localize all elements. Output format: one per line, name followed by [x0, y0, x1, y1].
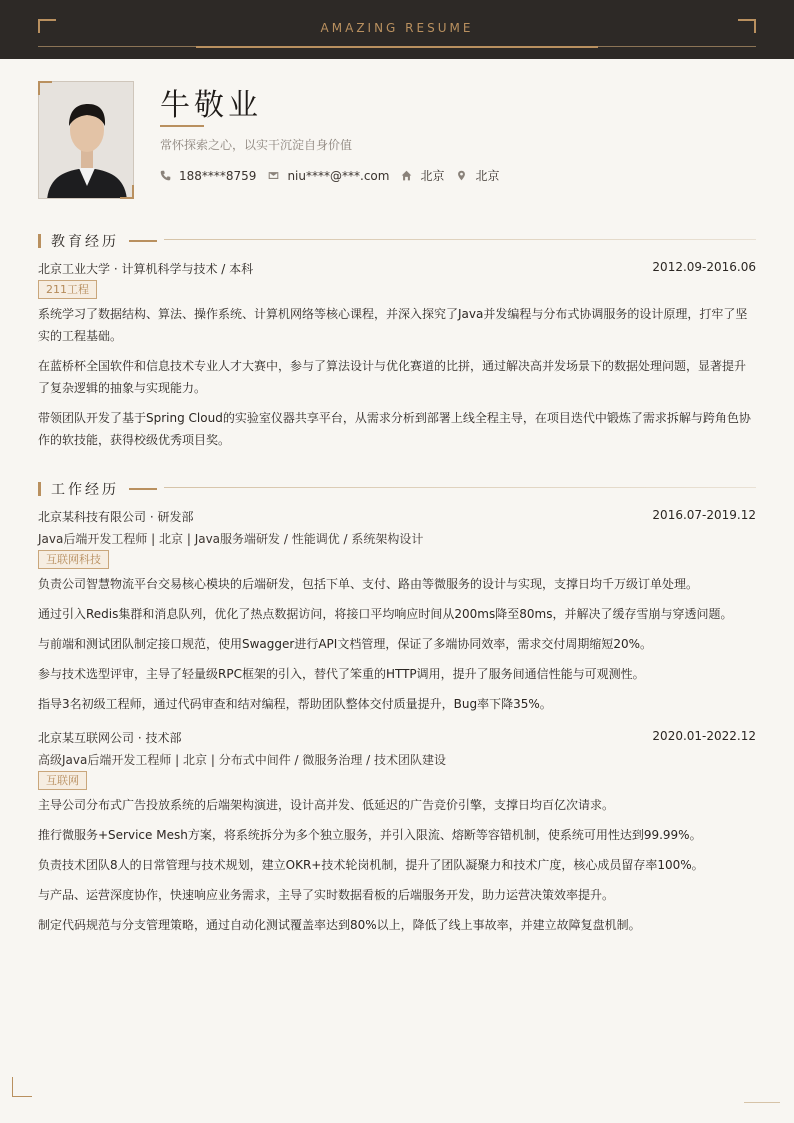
footer-line: [744, 1102, 780, 1103]
photo-corner-bottom-right: [120, 185, 134, 199]
hometown-text: 北京: [420, 169, 445, 183]
mail-icon: [268, 170, 279, 181]
phone-icon: [160, 170, 171, 181]
education-paragraph: 系统学习了数据结构、算法、操作系统、计算机网络等核心课程，并深入探究了Java并发编程与分布式协调服务的设计原理，打牢了坚实的工程基础。: [38, 307, 748, 343]
contact-list: [160, 167, 511, 184]
job-item: 参与技术选型评审，主导了轻量级RPC框架的引入，替代了笨重的HTTP调用，提升了服务间通信性能与可观测性。: [38, 667, 645, 681]
header-title: AMAZING RESUME: [320, 21, 474, 35]
job-item: 负责技术团队8人的日常管理与技术规划，建立OKR+技术轮岗机制，提升了团队凝聚力和技术广度，核心成员留存率100%。: [38, 858, 704, 872]
section-education-title: [38, 231, 157, 251]
job-item: 与前端和测试团队制定接口规范，使用Swagger进行API文档管理，保证了多端协同效率，需求交付周期缩短20%。: [38, 637, 652, 651]
section-label: 教育经历: [51, 234, 119, 250]
job-header: [38, 729, 756, 746]
photo-corner-top-left: [38, 81, 52, 95]
section-label: 工作经历: [51, 482, 119, 498]
email-text: niu****@***.com: [287, 168, 390, 183]
section-marker: [38, 482, 41, 496]
job-header: [38, 508, 756, 525]
location-pin-icon: [456, 170, 467, 181]
section-marker: [38, 234, 41, 248]
candidate-name: 牛敬业: [160, 88, 262, 123]
job-item: 通过引入Redis集群和消息队列，优化了热点数据访问，将接口平均响应时间从200ms降至80ms，并解决了缓存雪崩与穿透问题。: [38, 607, 733, 621]
section-rule: [164, 239, 756, 240]
section-work-title: [38, 479, 157, 499]
job-role: 高级Java后端开发工程师 | 北京 | 分布式中间件 / 微服务治理 / 技术团队建设: [38, 753, 447, 767]
section-dash: [129, 488, 157, 490]
section-dash: [129, 240, 157, 242]
company-name: 北京某互联网公司 · 技术部: [38, 731, 182, 745]
job-date: 2016.07-2019.12: [652, 508, 756, 522]
phone-text: 188****8759: [179, 168, 257, 183]
education-tag: 211工程: [38, 280, 97, 299]
job-item: 制定代码规范与分支管理策略，通过自动化测试覆盖率达到80%以上，降低了线上事故率，并建立故障复盘机制。: [38, 918, 641, 932]
job-item: 指导3名初级工程师，通过代码审查和结对编程，帮助团队整体交付质量提升，Bug率下降35%。: [38, 697, 552, 711]
education-date: 2012.09-2016.06: [652, 260, 756, 274]
section-rule: [164, 487, 756, 488]
motto: 常怀探索之心，以实干沉淀自身价值: [160, 138, 353, 152]
job-tag: 互联网科技: [38, 550, 109, 569]
job-item: 与产品、运营深度协作，快速响应业务需求，主导了实时数据看板的后端服务开发，助力运营决策效率提升。: [38, 888, 615, 902]
contact-phone: [160, 169, 256, 183]
job-item: 主导公司分布式广告投放系统的后端架构演进，设计高并发、低延迟的广告竞价引擎，支撑日均百亿次请求。: [38, 798, 615, 812]
home-icon: [401, 170, 412, 181]
header-divider-accent: [196, 46, 598, 48]
education-paragraph: 在蓝桥杯全国软件和信息技术专业人才大赛中，参与了算法设计与优化赛道的比拼，通过解决高并发场景下的数据处理问题，显著提升了复杂逻辑的抽象与实现能力。: [38, 359, 747, 395]
name-underline: [160, 125, 204, 127]
job-role: Java后端开发工程师 | 北京 | Java服务端研发 / 性能调优 / 系统架构设计: [38, 532, 424, 546]
profile-photo: [38, 81, 134, 199]
job-item: 负责公司智慧物流平台交易核心模块的后端研发，包括下单、支付、路由等微服务的设计与实现，支撑日均千万级订单处理。: [38, 577, 699, 591]
company-name: 北京某科技有限公司 · 研发部: [38, 510, 194, 524]
job-tag: 互联网: [38, 771, 87, 790]
contact-hometown: [401, 167, 444, 184]
job-item: 推行微服务+Service Mesh方案，将系统拆分为多个独立服务，并引入限流、熔断等容错机制，使系统可用性达到99.99%。: [38, 828, 702, 842]
location-text: 北京: [475, 169, 500, 183]
job-date: 2020.01-2022.12: [652, 729, 756, 743]
contact-email: [268, 169, 389, 183]
school-name: 北京工业大学 · 计算机科学与技术 / 本科: [38, 262, 254, 276]
education-header: [38, 260, 756, 277]
contact-location: [456, 167, 499, 184]
footer-corner: [12, 1077, 32, 1097]
education-paragraph: 带领团队开发了基于Spring Cloud的实验室仪器共享平台，从需求分析到部署上线全程主导，在项目迭代中锻炼了需求拆解与跨角色协作的软技能，获得校级优秀项目奖。: [38, 411, 751, 447]
